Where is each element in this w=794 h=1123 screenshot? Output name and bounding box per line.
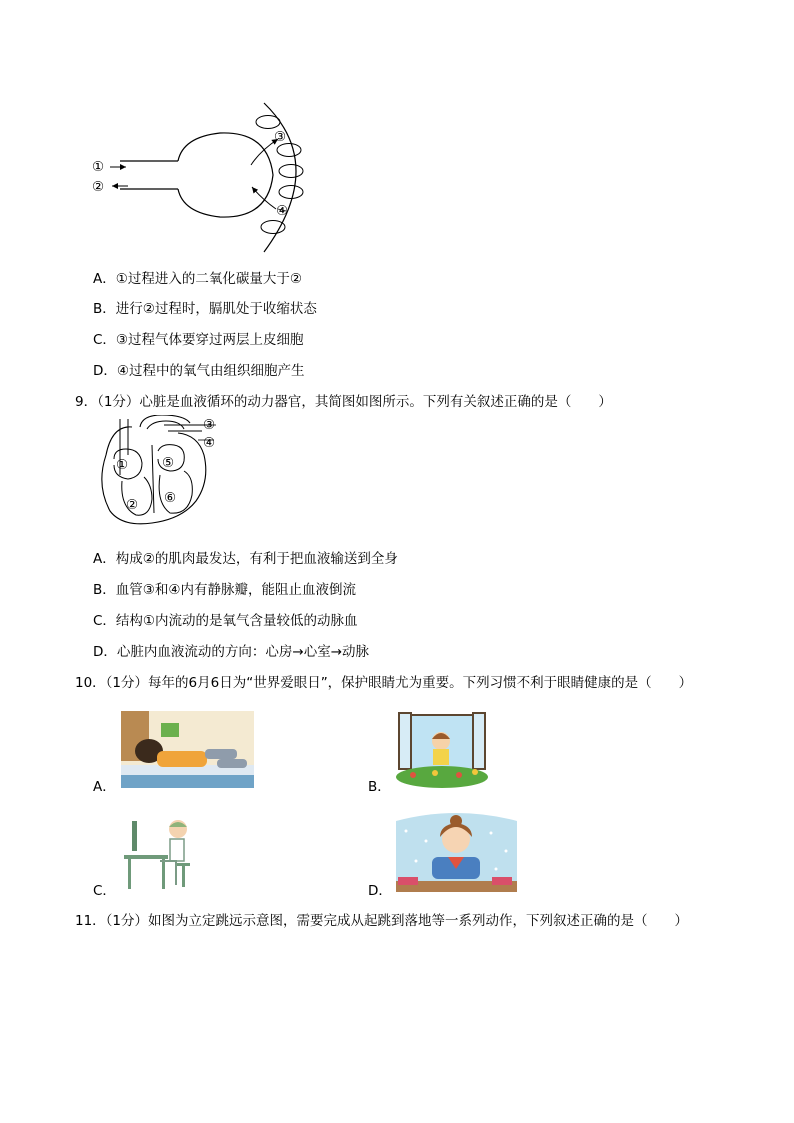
q8-label-4: ④	[276, 203, 289, 219]
computer-sitting-picture	[120, 815, 195, 890]
q10-option-a-label[interactable]: A．	[93, 779, 116, 795]
q10-option-c-label[interactable]: C．	[93, 883, 116, 899]
q9-option-d[interactable]: D．心脏内血液流动的方向：心房→心室→动脉	[93, 644, 370, 660]
q9-option-b[interactable]: B．血管③和④内有静脉瓣，能阻止血液倒流	[93, 582, 356, 598]
window-looking-picture	[395, 711, 489, 788]
alveolus-diagram	[88, 95, 318, 260]
q8-option-a[interactable]: A．①过程进入的二氧化碳量大于②	[93, 271, 302, 287]
q9-stem: 9．（1分）心脏是血液循环的动力器官，其简图如图所示。下列有关叙述正确的是（ ）	[75, 394, 612, 410]
q8-option-c[interactable]: C．③过程气体要穿过两层上皮细胞	[93, 332, 304, 348]
q9-option-a[interactable]: A．构成②的肌肉最发达，有利于把血液输送到全身	[93, 551, 398, 567]
q8-label-2: ②	[92, 179, 105, 195]
q10-option-b-label[interactable]: B．	[368, 779, 391, 795]
q9-label-3: ③	[203, 417, 216, 433]
q11-stem: 11．（1分）如图为立定跳远示意图，需要完成从起跳到落地等一系列动作，下列叙述正确的是（ ）	[75, 913, 689, 929]
q9-label-2: ②	[126, 497, 139, 513]
q9-label-4: ④	[203, 435, 216, 451]
q8-option-b[interactable]: B．进行②过程时，膈肌处于收缩状态	[93, 301, 317, 317]
heart-diagram	[92, 415, 242, 535]
resting-eyes-picture	[396, 811, 517, 892]
q10-stem: 10．（1分）每年的6月6日为“世界爱眼日”，保护眼睛尤为重要。下列习惯不利于眼睛健康的是（ ）	[75, 675, 693, 691]
q9-label-1: ①	[116, 457, 129, 473]
q8-label-1: ①	[92, 159, 105, 175]
q8-label-3: ③	[274, 129, 287, 145]
q10-option-d-label[interactable]: D．	[368, 883, 392, 899]
lying-reading-picture	[121, 711, 254, 788]
q9-label-6: ⑥	[164, 490, 177, 506]
q9-option-c[interactable]: C．结构①内流动的是氧气含量较低的动脉血	[93, 613, 358, 629]
q8-option-d[interactable]: D．④过程中的氧气由组织细胞产生	[93, 363, 305, 379]
q9-label-5: ⑤	[162, 455, 175, 471]
